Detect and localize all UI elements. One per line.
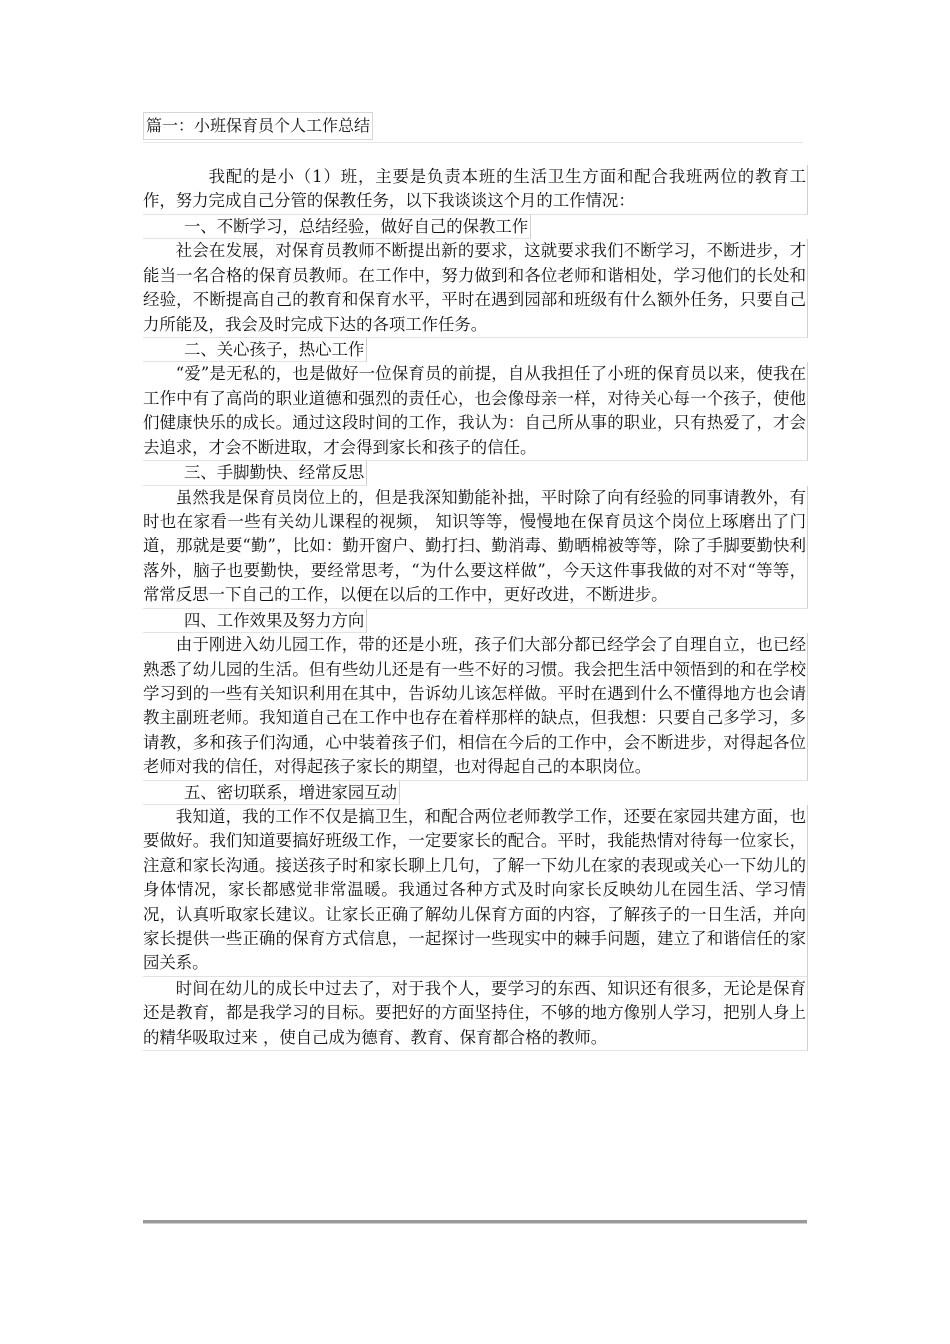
section-4-body: 由于刚进入幼儿园工作，带的还是小班，孩子们大部分都已经学会了自理自立，也已经熟悉了幼儿园的生活。但有些幼儿还是有一些不好的习惯。我会把生活中领悟到的和在学校学习到的一些有关知识利用在其中，告诉幼儿该怎样做。平时在遇到什么不懂得地方也会请教主副班老师。我知道自己在工作中也存在着样那样的缺点，但我想：只要自己多学习，多请教，多和孩子们沟通，心中装着孩子们，相信在今后的工作中，会不断进步，对得起各位老师对我的信任，对得起孩子家长的期望，也对得起自己的本职岗位。 xyxy=(143,633,808,780)
title-spacer xyxy=(143,142,803,165)
section-2-body: “爱”是无私的，也是做好一位保育员的前提，自从我担任了小班的保育员以来，使我在工作中有了高尚的职业道德和强烈的责任心，也会像母亲一样，对待关心每一个孩子，使他们健康快乐的成长。通过这段时间的工作，我认为：自己所从事的职业，只有热爱了，才会去追求，才会不断进取，才会得到家长和孩子的信任。 xyxy=(143,362,808,461)
section-4-heading: 四、工作效果及努力方向 xyxy=(143,609,367,634)
section-3-body: 虽然我是保育员岗位上的，但是我深知勤能补拙，平时除了向有经验的同事请教外，有时也在家看一些有关幼儿课程的视频， 知识等等，慢慢地在保育员这个岗位上琢磨出了门道，那就是要“勤”，比如：勤开窗户、勤打扫、勤消毒、勤晒棉被等等，除了手脚要勤快利落外，脑子也要勤快，要经常思考，“为什么要这样做”，今天这件事我做的对不对“等等，常常反思一下自己的工作，以便在以后的工作中，更好改进，不断进步。 xyxy=(143,486,808,609)
section-5-body: 我知道，我的工作不仅是搞卫生，和配合两位老师教学工作，还要在家园共建方面，也要做好。我们知道要搞好班级工作，一定要家长的配合。平时，我能热情对待每一位家长，注意和家长沟通。接送孩子时和家长聊上几句，了解一下幼儿在家的表现或关心一下幼儿的身体情况，家长都感觉非常温暖。我通过各种方式及时向家长反映幼儿在园生活、学习情况，认真听取家长建议。让家长正确了解幼儿保育方面的内容，了解孩子的一日生活，并向家长提供一些正确的保育方式信息，一起探讨一些现实中的棘手问题，建立了和谐信任的家园关系。 xyxy=(143,805,808,977)
document-page xyxy=(143,112,808,1051)
intro-paragraph: 我配的是小（1）班，主要是负责本班的生活卫生方面和配合我班两位的教育工作，努力完成自己分管的保教任务，以下我谈谈这个月的工作情况： xyxy=(143,165,808,215)
closing-paragraph: 时间在幼儿的成长中过去了，对于我个人，要学习的东西、知识还有很多，无论是保育还是教育，都是我学习的目标。要把好的方面坚持住，不够的地方像别人学习，把别人身上的精华吸取过来 ，使自己成为德育、教育、保育都合格的教师。 xyxy=(143,977,808,1051)
section-1-heading: 一、不断学习，总结经验，做好自己的保教工作 xyxy=(143,215,531,240)
section-5-heading: 五、密切联系，增进家园互动 xyxy=(143,781,400,806)
section-1-body: 社会在发展，对保育员教师不断提出新的要求，这就要求我们不断学习，不断进步，才能当一名合格的保育员教师。在工作中，努力做到和各位老师和谐相处，学习他们的长处和经验，不断提高自己的教育和保育水平，平时在遇到园部和班级有什么额外任务，只要自己力所能及，我会及时完成下达的各项工作任务。 xyxy=(143,239,808,338)
footer-divider xyxy=(143,1220,807,1224)
document-title: 篇一：小班保育员个人工作总结 xyxy=(143,112,373,140)
section-3-heading: 三、手脚勤快、经常反思 xyxy=(143,461,367,486)
section-2-heading: 二、关心孩子，热心工作 xyxy=(143,338,367,363)
